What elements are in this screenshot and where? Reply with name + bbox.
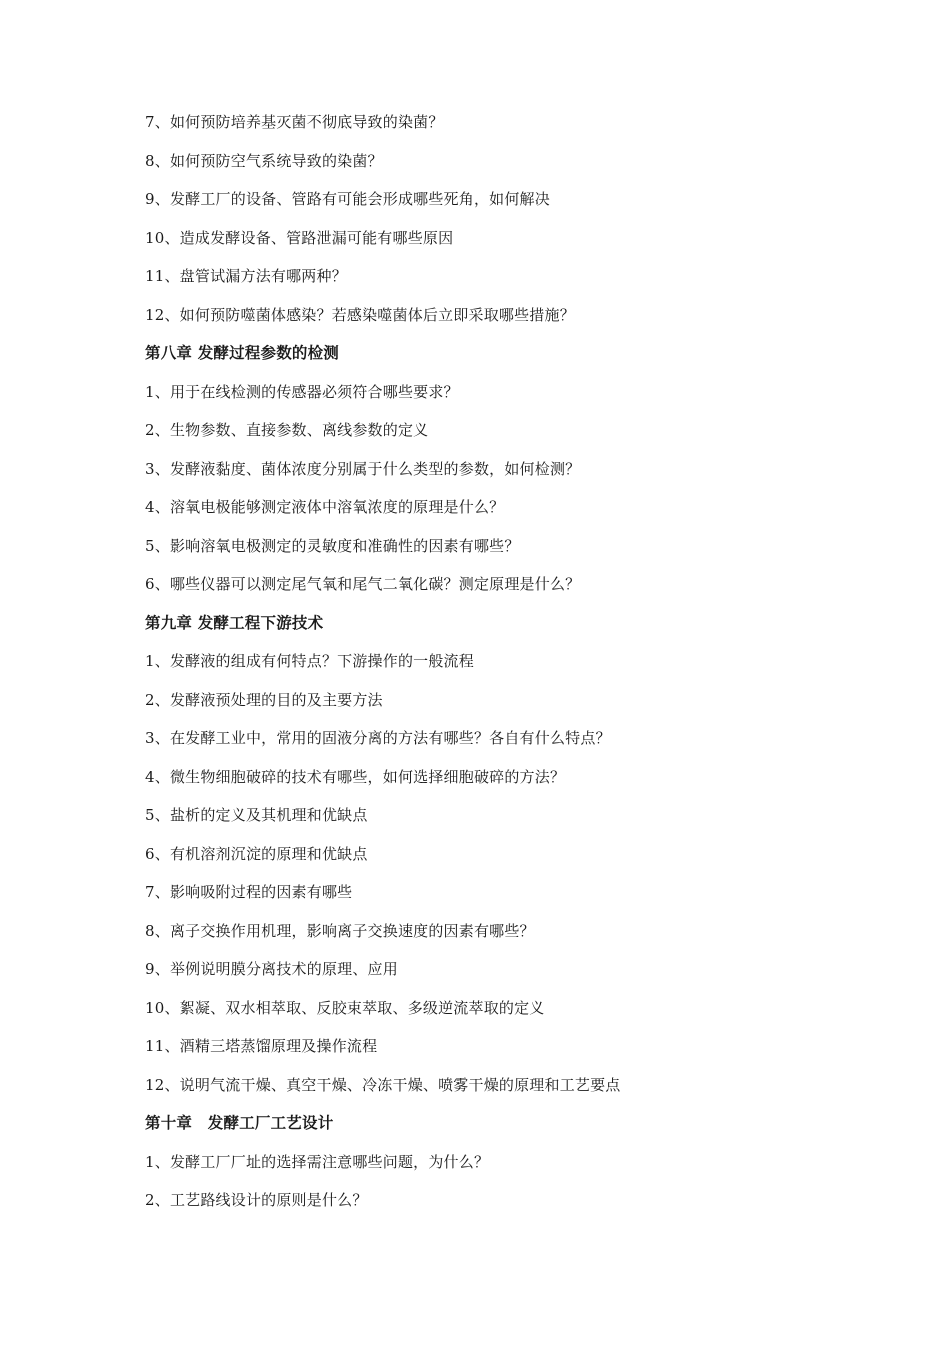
question-item: 1、发酵工厂厂址的选择需注意哪些问题，为什么？ — [145, 1152, 490, 1171]
question-item: 5、盐析的定义及其机理和优缺点 — [145, 806, 368, 824]
question-item: 4、溶氧电极能够测定液体中溶氧浓度的原理是什么？ — [145, 498, 505, 516]
question-item: 12、如何预防噬菌体感染？若感染噬菌体后立即采取哪些措施？ — [145, 305, 575, 324]
question-item: 11、盘管试漏方法有哪两种？ — [145, 267, 347, 285]
question-item: 2、生物参数、直接参数、离线参数的定义 — [145, 421, 429, 439]
question-item: 3、在发酵工业中，常用的固液分离的方法有哪些？各自有什么特点？ — [145, 729, 611, 747]
question-item: 5、影响溶氧电极测定的灵敏度和准确性的因素有哪些？ — [145, 536, 520, 555]
question-item: 10、造成发酵设备、管路泄漏可能有哪些原因 — [145, 228, 454, 247]
question-item: 6、有机溶剂沉淀的原理和优缺点 — [145, 844, 368, 863]
question-item: 11、酒精三塔蒸馏原理及操作流程 — [145, 1037, 378, 1055]
question-item: 7、影响吸附过程的因素有哪些 — [145, 883, 353, 901]
question-item: 2、发酵液预处理的目的及主要方法 — [145, 690, 383, 709]
question-item: 12、说明气流干燥、真空干燥、冷冻干燥、喷雾干燥的原理和工艺要点 — [145, 1075, 621, 1094]
chapter-heading: 第八章 发酵过程参数的检测 — [145, 343, 339, 362]
question-item: 10、絮凝、双水相萃取、反胶束萃取、多级逆流萃取的定义 — [145, 998, 545, 1017]
chapter-heading: 第十章 发酵工厂工艺设计 — [145, 1113, 334, 1132]
question-item: 9、举例说明膜分离技术的原理、应用 — [145, 960, 398, 978]
question-item: 1、用于在线检测的传感器必须符合哪些要求？ — [145, 382, 459, 401]
question-item: 2、工艺路线设计的原则是什么？ — [145, 1191, 368, 1209]
question-item: 9、发酵工厂的设备、管路有可能会形成哪些死角，如何解决 — [145, 190, 550, 208]
question-item: 8、如何预防空气系统导致的染菌？ — [145, 151, 383, 170]
question-item: 7、如何预防培养基灭菌不彻底导致的染菌？ — [145, 113, 444, 131]
question-item: 3、发酵液黏度、菌体浓度分别属于什么类型的参数，如何检测？ — [145, 459, 581, 478]
question-item: 4、微生物细胞破碎的技术有哪些，如何选择细胞破碎的方法？ — [145, 767, 566, 786]
chapter-heading: 第九章 发酵工程下游技术 — [145, 612, 324, 632]
question-item: 6、哪些仪器可以测定尾气氧和尾气二氧化碳？测定原理是什么？ — [145, 575, 581, 593]
question-item: 8、离子交换作用机理，影响离子交换速度的因素有哪些？ — [145, 921, 535, 940]
question-list — [145, 111, 865, 1228]
question-item: 1、发酵液的组成有何特点？下游操作的一般流程 — [145, 652, 474, 670]
